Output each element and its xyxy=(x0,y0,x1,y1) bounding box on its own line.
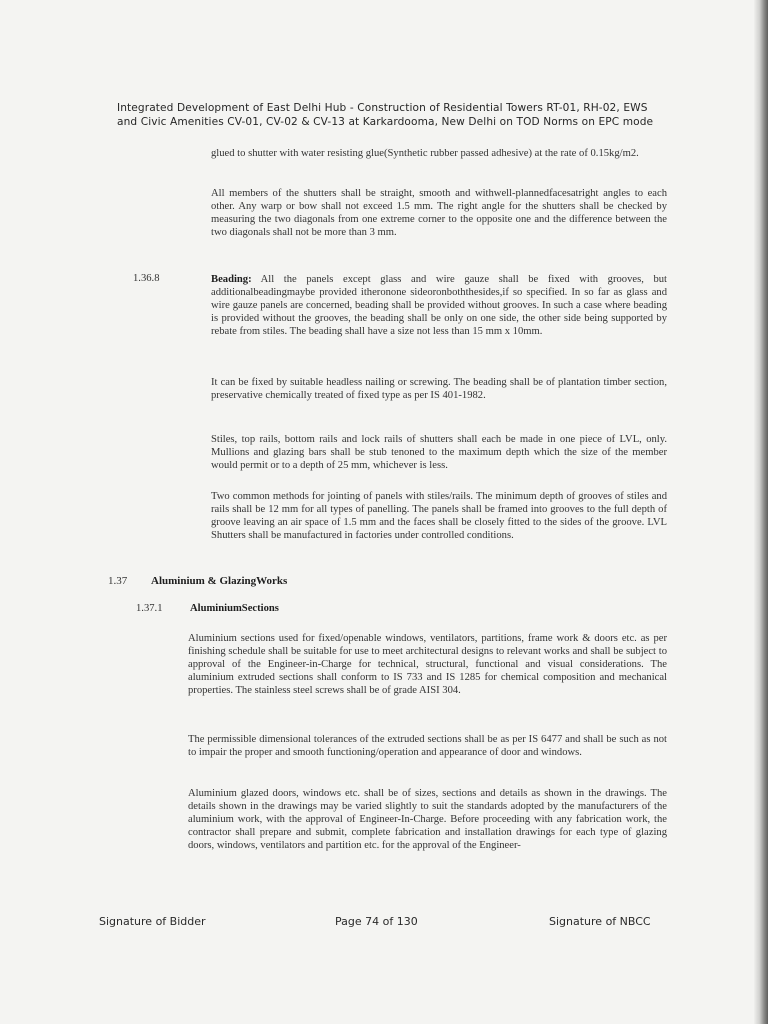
section-number-1-36-8: 1.36.8 xyxy=(133,273,160,284)
section-number-1-37: 1.37 xyxy=(108,575,128,587)
paragraph-aluminium-sections: Aluminium sections used for fixed/openable windows, ventilators, partitions, frame work & doors etc. as per finishing schedule shall be suitable for use to meet architectural designs to relevant works and shall be subject to approval of the Engineer-in-Charge for technical, structural, functional and visual considerations. The aluminium extruded sections shall conform to IS 733 and IS 1285 for chemical composition and mechanical properties. The stainless steel screws shall be of grade AISI 304. xyxy=(188,633,667,696)
section-title-aluminium-sections: AluminiumSections xyxy=(190,603,279,614)
paragraph-glue: glued to shutter with water resisting glue(Synthetic rubber passed adhesive) at the rate of 0.15kg/m2. xyxy=(211,148,639,159)
header-line-2: and Civic Amenities CV-01, CV-02 & CV-13 at Karkardooma, New Delhi on TOD Norms on EPC mode xyxy=(117,116,654,128)
section-number-1-37-1: 1.37.1 xyxy=(136,603,163,614)
paragraph-stiles-rails: Stiles, top rails, bottom rails and lock rails of shutters shall each be made in one piece of LVL, only. Mullions and glazing bars shall be stub tenoned to the maximum depth which the size of the member would permit or to a depth of 25 mm, whichever is less. xyxy=(211,434,667,471)
paragraph-fixing: It can be fixed by suitable headless nailing or screwing. The beading shall be of plantation timber section, preservative chemically treated of fixed type as per IS 401-1982. xyxy=(211,377,667,401)
page-edge-shadow xyxy=(754,0,768,1024)
footer-signature-nbcc: Signature of NBCC xyxy=(549,915,651,928)
footer-page-number: Page 74 of 130 xyxy=(335,915,418,928)
paragraph-glazed-doors: Aluminium glazed doors, windows etc. shall be of sizes, sections and details as shown in the drawings. The details shown in the drawings may be varied slightly to suit the standards adopted by the manufacturers of the aluminium work, with the approval of Engineer-In-Charge. Before proceeding with any fabrication work, the contractor shall prepare and submit, complete fabrication and installation drawings for each type of glazing doors, windows, ventilators and partition etc. for the approval of the Engineer- xyxy=(188,788,667,851)
beading-text: All the panels except glass and wire gauze shall be fixed with grooves, but additionalbeadingmaybe provided itheronone sideoronboththesides,if so specified. In so far as glass and wire gauze panels are concerned, beading shall be provided without grooves. In such a case where beading is provided without the grooves, the beading shall be only on one side, the other side being supported by rebate from stiles. The beading shall have a size not less than 15 mm x 10mm. xyxy=(211,274,667,337)
paragraph-beading xyxy=(211,273,667,338)
paragraph-shutter-members: All members of the shutters shall be straight, smooth and withwell-plannedfacesatright angles to each other. Any warp or bow shall not exceed 1.5 mm. The right angle for the shutters shall be checked by measuring the two diagonals from one extreme corner to the opposite one and the difference between the two diagonals shall not be more than 3 mm. xyxy=(211,188,667,238)
paragraph-dimensional-tolerances: The permissible dimensional tolerances of the extruded sections shall be as per IS 6477 and shall be such as not to impair the proper and smooth functioning/operation and appearance of door and windows. xyxy=(188,734,667,758)
section-title-beading: Beading: xyxy=(211,274,252,285)
footer-signature-bidder: Signature of Bidder xyxy=(99,915,206,928)
document-header xyxy=(117,101,677,129)
section-title-aluminium-glazing: Aluminium & GlazingWorks xyxy=(151,575,288,587)
header-line-1: Integrated Development of East Delhi Hub - Construction of Residential Towers RT-01, RH-02, EWS xyxy=(117,102,648,114)
paragraph-jointing-methods: Two common methods for jointing of panels with stiles/rails. The minimum depth of grooves of stiles and rails shall be 12 mm for all types of panelling. The panels shall be framed into grooves to the full depth of groove leaving an air space of 1.5 mm and the faces shall be closely fitted to the sides of the groove. LVL Shutters shall be manufactured in factories under controlled conditions. xyxy=(211,491,667,541)
